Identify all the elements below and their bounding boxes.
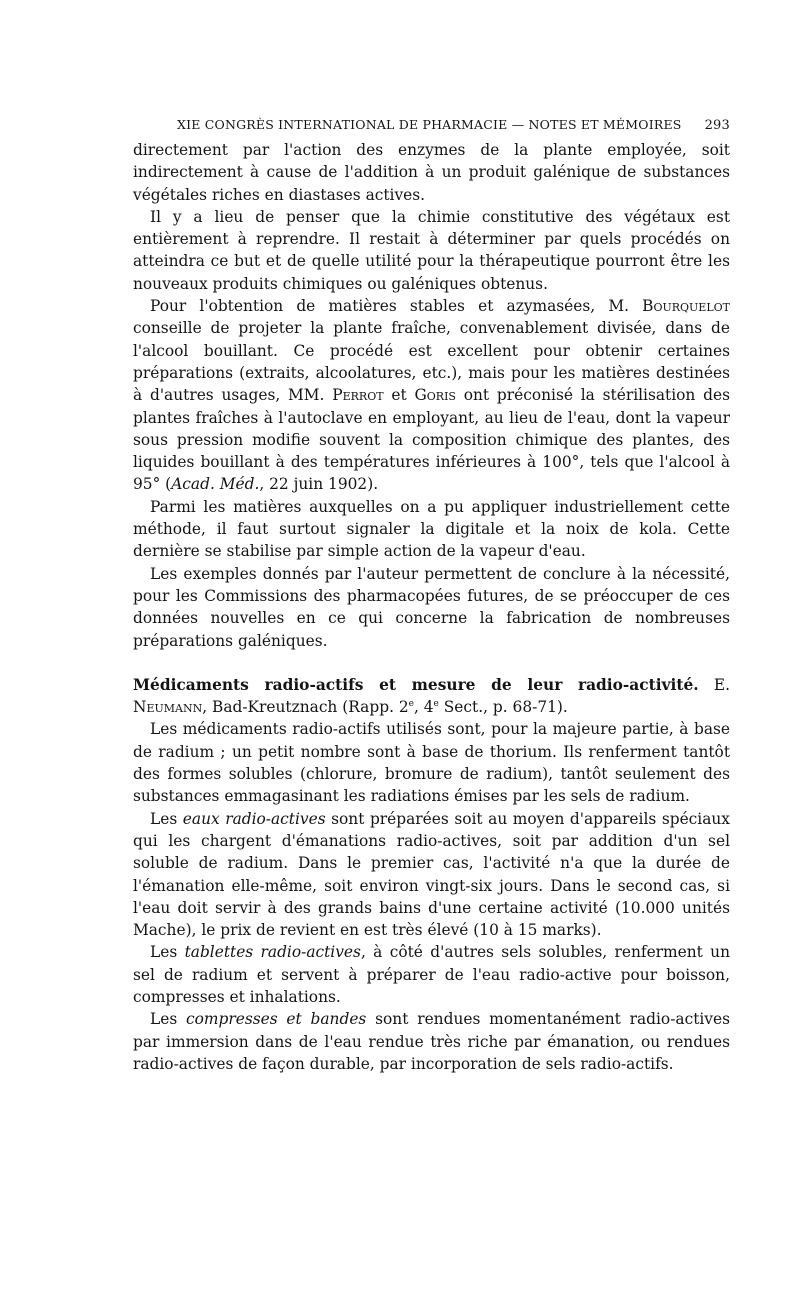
superscript: e [408, 699, 414, 709]
paragraph-tablettes [133, 941, 730, 1008]
text-run: E. [698, 675, 730, 694]
text-run: Les [150, 809, 183, 828]
term-compresses: compresses et bandes [186, 1010, 367, 1029]
page-number: 293 [704, 118, 730, 133]
paragraph-exemples: Les exemples donnés par l'auteur permettent de conclure à la nécessité, pour les Commissions des pharmacopées futures, de se préoccuper de ces données nouvelles en ce qui concerne la fabrication de nombreuses préparations galéniques. [133, 564, 730, 650]
running-head: XIE CONGRÈS INTERNATIONAL DE PHARMACIE — NOTES ET MÉMOIRES [177, 117, 682, 132]
article-title: Médicaments radio-actifs et mesure de leur radio-activité. [133, 675, 699, 694]
text-run: sont rendues momentanément radio-actives par immersion dans de l'eau rendue très riche par émanation, ou rendues radio-actives de façon durable, par incorporation de sels radio-actifs. [133, 1010, 730, 1073]
article-heading [133, 674, 730, 719]
paragraph-eaux [133, 808, 730, 942]
author-perrot: Perrot [332, 386, 384, 405]
text-run: , 4 [413, 698, 434, 717]
paragraph-continuation: directement par l'action des enzymes de la plante employée, soit indirectement à cause de l'addition à un produit galénique de substances végétales riches en diastases actives. [133, 141, 730, 204]
author-bourquelot: Bourquelot [642, 297, 730, 316]
text-run: conseille de projeter la plante fraîche, convenablement divisée, dans de l'alcool bouillant. Ce procédé est excellent pour obtenir certaines préparations (extraits, alcoolatures, etc.), mais pour les matières destinées à d'autres usages, MM. [133, 319, 730, 405]
text-run: Pour l'obtention de matières stables et azymasées, M. [150, 297, 643, 316]
document-page [133, 117, 730, 1075]
author-neumann: Neumann [133, 698, 203, 717]
text-run: , 22 juin 1902). [259, 475, 379, 494]
text-run: sont préparées soit au moyen d'appareils spéciaux qui les chargent d'émanations radio-actives, soit par addition d'un sel soluble de radium. Dans le premier cas, l'activité n'a que la durée de l'émanation elle-même, soit environ vingt-six jours. Dans le second cas, si l'eau doit servir à des grands bains d'une certaine activité (10.000 unités Mache), le prix de revient en est très élevé (10 à 15 marks). [133, 809, 730, 940]
paragraph-chimie: Il y a lieu de penser que la chimie constitutive des végétaux est entièrement à reprendre. Il restait à déterminer par quels procédés on atteindra ce but et de quelle utilité pour la thérapeutique pourront être les nouveaux produits chimiques ou galéniques obtenus. [133, 207, 730, 293]
paragraph-obtention [133, 295, 730, 496]
text-run: , à côté d'autres sels solubles, renferment un sel de radium et servent à préparer de l'eau radio-active pour boisson, compresses et inhalations. [133, 943, 731, 1006]
term-tablettes: tablettes radio-actives [184, 943, 361, 962]
author-goris: Goris [414, 386, 456, 405]
section-gap [133, 652, 730, 674]
citation: Acad. Méd. [171, 475, 260, 494]
page-header [133, 117, 730, 133]
text-run: Les [150, 943, 185, 962]
text-run: Sect., p. 68-71). [438, 698, 568, 717]
term-eaux: eaux radio-actives [182, 809, 326, 828]
superscript: e [433, 699, 439, 709]
text-run: ont préconisé la stérilisation des plantes fraîches à l'autoclave en employant, au lieu de l'eau, dont la vapeur sous pression modifie souvent la composition chimique des plantes, des liquides bouillant à des températures inférieures à 100°, tels que l'alcool à 95° ( [133, 386, 730, 494]
paragraph-matieres: Parmi les matières auxquelles on a pu appliquer industriellement cette méthode, il faut surtout signaler la digitale et la noix de kola. Cette dernière se stabilise par simple action de la vapeur d'eau. [133, 497, 730, 561]
paragraph-compresses [133, 1008, 730, 1075]
paragraph-medicaments: Les médicaments radio-actifs utilisés sont, pour la majeure partie, à base de radium ; un petit nombre sont à base de thorium. Ils renferment tantôt des formes solubles (chlorure, bromure de radium), tantôt seulement des substances emmagasinant les radiations émises par les sels de radium. [133, 720, 730, 806]
text-run: et [383, 386, 415, 405]
text-run: , Bad-Kreutznach (Rapp. 2 [202, 698, 409, 717]
text-run: Les [150, 1010, 187, 1029]
